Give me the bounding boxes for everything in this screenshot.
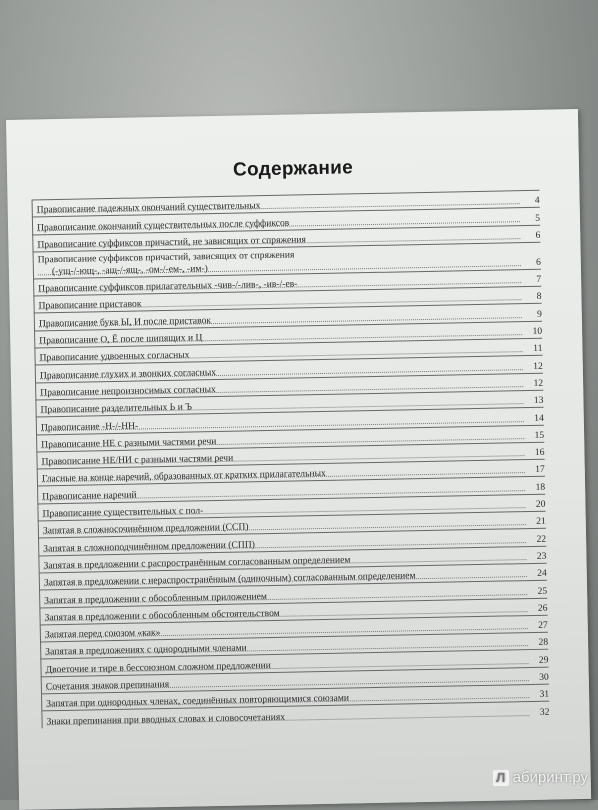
toc-entry-title: Правописание удвоенных согласных bbox=[39, 349, 190, 364]
toc-entry-page: 7 bbox=[536, 273, 542, 286]
toc-entry-page: 26 bbox=[537, 602, 548, 614]
toc-entry-title: Запятая в предложении с нераспространённым (одиночным) согласованным определением bbox=[43, 570, 416, 589]
toc-entry-title: Правописание разделительных Ь и Ъ bbox=[40, 401, 193, 416]
toc-entry-title: Правописание приставок bbox=[38, 298, 142, 312]
toc-entry-title: Запятая в предложении с обособленным обстоятельством bbox=[44, 607, 280, 624]
toc-entry-title: Правописание букв Ы, И после приставок bbox=[38, 314, 212, 330]
toc-entry-title: Правописание падежных окончаний существительных bbox=[36, 200, 261, 216]
page-title: Содержание bbox=[232, 157, 354, 181]
toc-entry-title: Правописание наречий bbox=[42, 489, 137, 503]
toc-entry-page: 22 bbox=[536, 533, 547, 545]
toc-entry-page: 18 bbox=[535, 481, 546, 493]
toc-entry-title: Правописание глухих и звонких согласных bbox=[39, 366, 217, 382]
toc-entry-page: 23 bbox=[536, 550, 547, 562]
toc-entry-page: 30 bbox=[539, 671, 549, 683]
toc-entry-title: Знаки препинания при вводных словах и словосочетаниях bbox=[46, 711, 286, 727]
table-of-contents bbox=[32, 190, 550, 728]
toc-entry-page: 9 bbox=[536, 308, 542, 320]
toc-entry-title: Правописание НЕ/НИ с разными частями речи bbox=[41, 452, 234, 468]
toc-entry-subtitle: (-ущ-/-ющ-, -ащ-/-ящ-, -ом-/-ем-, -им-) bbox=[51, 263, 208, 278]
toc-entry-title: Правописание НЕ с разными частями речи bbox=[41, 435, 217, 451]
toc-entry-page: 14 bbox=[534, 412, 544, 424]
toc-entry-title: Запятая перед союзом «как» bbox=[44, 627, 161, 641]
toc-entry-title: Правописание суффиксов причастий, зависящих от спряжения bbox=[37, 249, 295, 266]
labirint-logo-icon: Л bbox=[493, 770, 509, 786]
toc-entry-page: 25 bbox=[537, 585, 548, 597]
toc-entry-page: 11 bbox=[533, 343, 543, 355]
toc-entry-title: Правописание -Н-/-НН- bbox=[40, 420, 139, 433]
toc-entry-page: 31 bbox=[539, 688, 550, 701]
toc-entry-title: Правописание О, Ё после шипящих и Ц bbox=[39, 332, 203, 347]
toc-entry-page: 6 bbox=[535, 256, 541, 268]
toc-entry-title: Двоеточие и тире в бессоюзном сложном предложении bbox=[45, 659, 271, 676]
toc-entry-title: Правописание окончаний существительных после суффиксов bbox=[36, 217, 290, 234]
toc-entry-page: 20 bbox=[535, 498, 546, 510]
toc-entry-page: 12 bbox=[533, 377, 544, 389]
toc-entry-page: 27 bbox=[538, 619, 548, 632]
toc-entry-title: Сочетания знаков препинания bbox=[45, 678, 170, 693]
toc-entry-page: 17 bbox=[535, 464, 545, 476]
toc-entry-page: 24 bbox=[537, 567, 547, 580]
toc-entry-title: Запятая в сложносочинённом предложении (ССП) bbox=[42, 521, 249, 537]
toc-entry-title: Правописание суффиксов прилагательных -чив-/-лив-, -ив-/-ев- bbox=[38, 278, 298, 295]
toc-entry-page: 32 bbox=[539, 706, 550, 718]
toc-entry-title: Запятая в сложноподчинённом предложении (СПП) bbox=[43, 538, 256, 555]
toc-entry-title: Запятая при однородных членах, соединённых повторяющимися союзами bbox=[46, 692, 350, 710]
book-page bbox=[6, 109, 591, 810]
toc-entry-page: 4 bbox=[534, 195, 540, 207]
toc-entry-page: 5 bbox=[535, 212, 541, 224]
toc-entry-title: Запятая в предложениях с однородными членами bbox=[45, 642, 247, 658]
toc-entry-page: 16 bbox=[534, 446, 545, 459]
toc-entry-title: Правописание суффиксов причастий, не зависящих от спряжения bbox=[37, 234, 307, 251]
toc-entry-page: 15 bbox=[534, 429, 545, 441]
toc-entry-page: 8 bbox=[536, 291, 542, 303]
toc-entry-title: Правописание существительных с пол- bbox=[42, 505, 204, 520]
watermark-text: абиринт.ру bbox=[512, 769, 588, 786]
toc-entry-page: 13 bbox=[533, 395, 544, 407]
toc-entry-title: Запятая в предложении с обособленным приложением bbox=[44, 590, 268, 606]
toc-entry-page: 12 bbox=[533, 360, 543, 372]
toc-entry-page: 6 bbox=[535, 229, 541, 241]
toc-entry-title: Правописание непроизносимых согласных bbox=[40, 383, 216, 399]
toc-entry-page: 10 bbox=[532, 325, 543, 338]
toc-entry-page: 29 bbox=[538, 654, 549, 666]
toc-entry-page: 28 bbox=[538, 637, 549, 649]
toc-entry-title: Запятая в предложении с распространённым согласованным определением bbox=[43, 554, 351, 572]
toc-entry-page: 21 bbox=[536, 516, 546, 528]
watermark-logo bbox=[493, 769, 588, 786]
toc-entry-title: Гласные на конце наречий, образованных от кратких прилагательных bbox=[41, 468, 326, 485]
